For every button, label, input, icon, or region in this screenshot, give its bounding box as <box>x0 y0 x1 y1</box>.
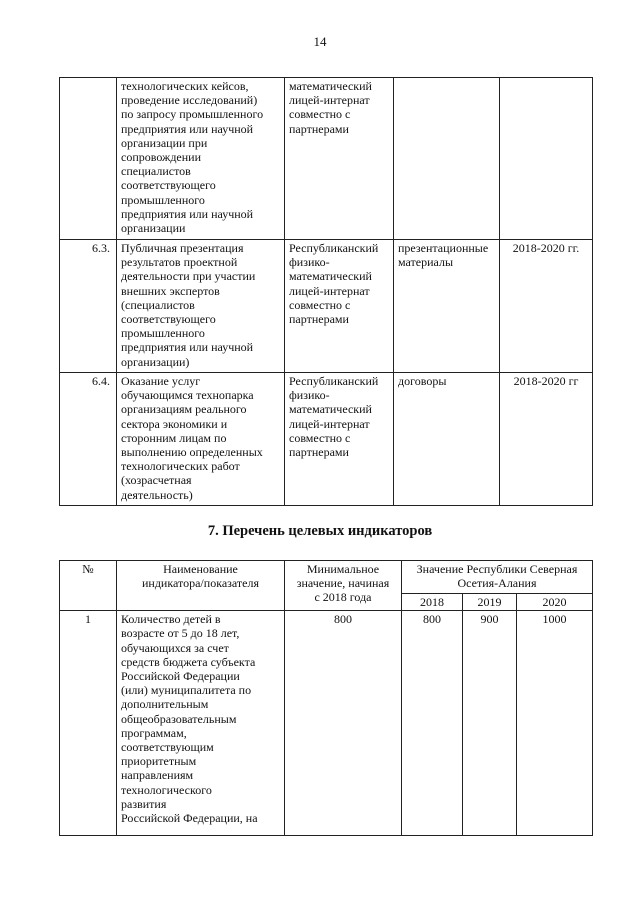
period: 2018-2020 гг <box>500 373 593 506</box>
page-number: 14 <box>313 34 327 49</box>
result: презентационные материалы <box>394 240 500 373</box>
row-number <box>60 78 117 240</box>
executor: Республиканский физико- математический лицей-интернат совместно с партнерами <box>285 373 394 506</box>
section-title: 7. Перечень целевых индикаторов <box>207 523 433 539</box>
table-row <box>60 78 593 240</box>
row-number: 1 <box>60 611 117 836</box>
value-2018: 800 <box>402 611 463 836</box>
header-number: № <box>60 561 117 611</box>
result: договоры <box>394 373 500 506</box>
action-description: Публичная презентация результатов проектной деятельности при участии внешних экспертов (специалистов соответствующего промышленного предприятия или научной организации) <box>117 240 285 373</box>
indicators-table <box>59 560 593 836</box>
value-2019: 900 <box>463 611 517 836</box>
table-row <box>60 373 593 506</box>
executor: математический лицей-интернат совместно с партнерами <box>285 78 394 240</box>
header-indicator-name: Наименование индикатора/показателя <box>117 561 285 611</box>
header-min-value: Минимальное значение, начиная с 2018 года <box>285 561 402 611</box>
action-description: технологических кейсов, проведение исследований) по запросу промышленного предприятия или научной организации при сопровождении специалистов соответствующего промышленного предприятия или научной организации <box>117 78 285 240</box>
period <box>500 78 593 240</box>
table-row <box>60 240 593 373</box>
row-number: 6.4. <box>60 373 117 506</box>
action-description: Оказание услуг обучающимся технопарка организациям реального сектора экономики и сторонним лицам по выполнению определенных технологических работ (хозрасчетная деятельность) <box>117 373 285 506</box>
min-value: 800 <box>285 611 402 836</box>
table-row <box>60 611 593 836</box>
value-2020: 1000 <box>517 611 593 836</box>
period: 2018-2020 гг. <box>500 240 593 373</box>
result <box>394 78 500 240</box>
header-year-2019: 2019 <box>463 594 517 611</box>
header-year-2020: 2020 <box>517 594 593 611</box>
header-year-2018: 2018 <box>402 594 463 611</box>
indicator-name: Количество детей в возрасте от 5 до 18 лет, обучающихся за счет средств бюджета субъекта Российской Федерации (или) муниципалитета по дополнительным общеобразовательным программам, соответствующим приоритетным направлениям технологического развития Российской Федерации, на <box>117 611 285 836</box>
header-region-value: Значение Республики Северная Осетия-Алания <box>402 561 593 594</box>
header-row <box>60 561 593 594</box>
activities-table <box>59 77 593 506</box>
executor: Республиканский физико- математический лицей-интернат совместно с партнерами <box>285 240 394 373</box>
row-number: 6.3. <box>60 240 117 373</box>
